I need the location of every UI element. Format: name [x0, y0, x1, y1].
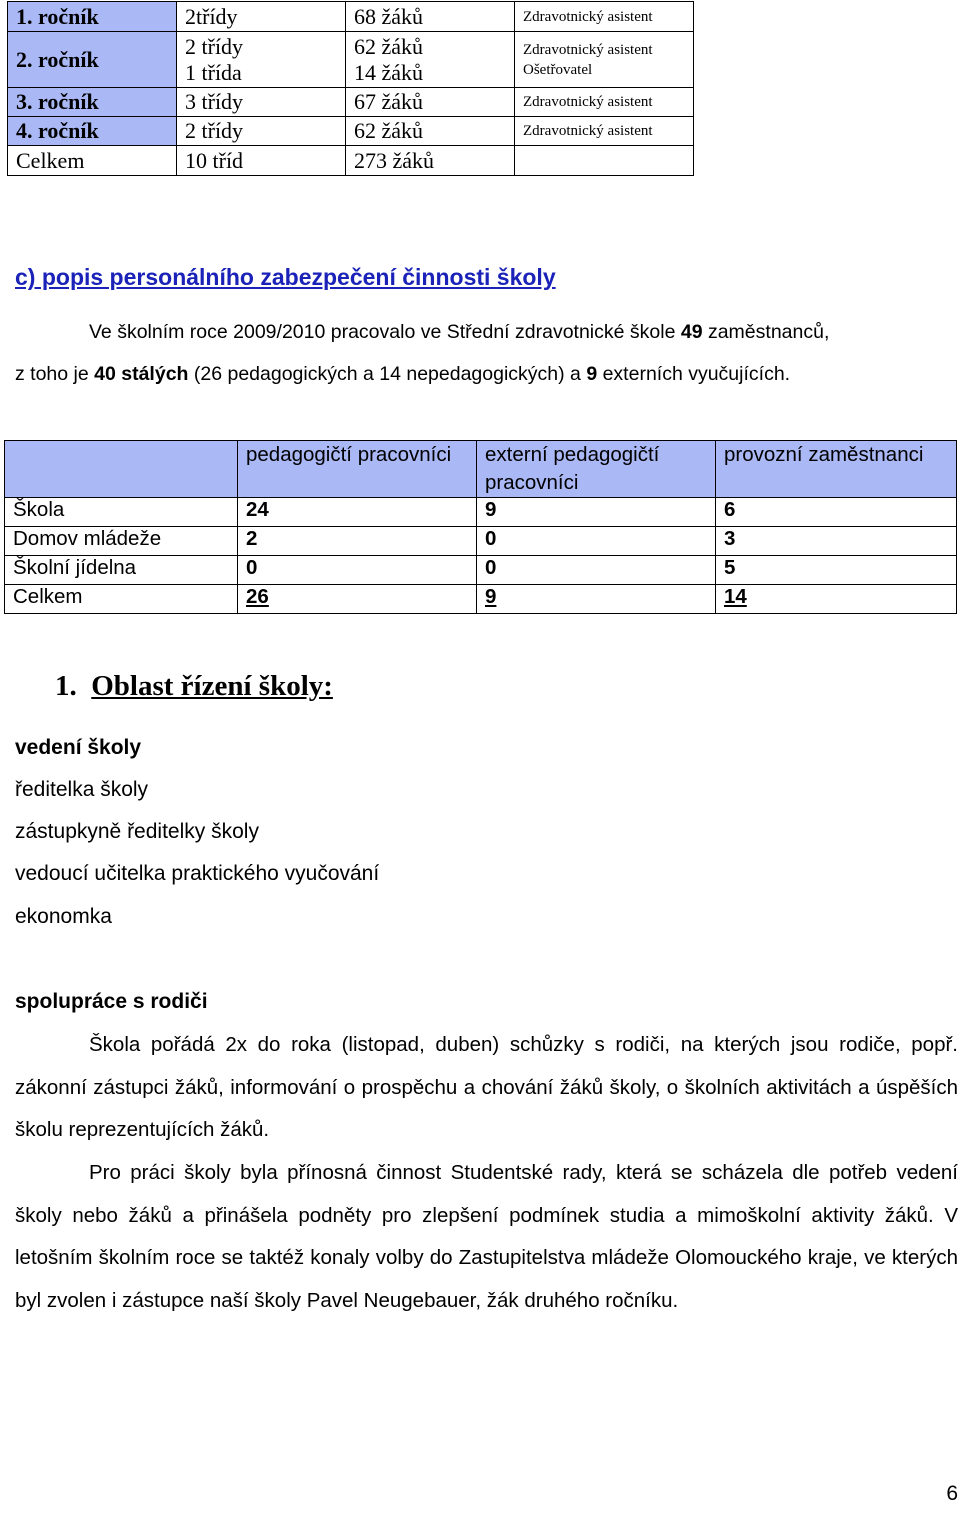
paragraph-text: Pro práci školy byla přínosná činnost Studentské rady, která se scházela dle potřeb vedení školy nebo žáků a přinášela podněty pro zlepšení podmínek studia a mimoškolní aktivity žáků. V letošním školním roce se taktéž konaly volby do Zastupitelstva mládeže Olomouckého kraje, ve kterých byl zvolen i zástupce naší školy Pavel Neugebauer, žák druhého ročníku.: [15, 1161, 958, 1312]
value-cell: 6: [716, 498, 957, 527]
value-cell: 9: [477, 498, 716, 527]
value-cell: 5: [716, 556, 957, 585]
intro-text: (26 pedagogických a 14 nepedagogických) a: [188, 363, 587, 385]
section-number: 1.: [55, 670, 77, 702]
zaci-cell: [346, 32, 515, 88]
value-cell: 0: [238, 556, 477, 585]
header-cell: [5, 441, 238, 498]
row-label: Celkem: [5, 585, 238, 614]
intro-bold: 40 stálých: [94, 363, 189, 385]
vedeni-item: ředitelka školy: [15, 778, 149, 801]
obor-line: Zdravotnický asistent: [523, 41, 653, 58]
obor-line: Ošetřovatel: [523, 61, 593, 78]
zaci-cell: 68 žáků: [346, 2, 515, 32]
vedeni-heading: vedení školy: [15, 736, 142, 759]
rocnik-cell: 3. ročník: [8, 88, 177, 117]
intro-text: z toho je: [15, 363, 95, 385]
zaci-line: 14 žáků: [354, 59, 424, 85]
value-cell: 26: [238, 585, 477, 614]
intro-number: 49: [680, 321, 703, 343]
vedeni-item: ekonomka: [15, 905, 112, 928]
intro-number: 9: [586, 363, 598, 385]
rocnik-cell: 4. ročník: [8, 117, 177, 146]
page-number: 6: [946, 1482, 958, 1505]
value-cell: 0: [477, 556, 716, 585]
header-cell: provozní zaměstnanci: [716, 441, 957, 498]
obor-cell: [515, 146, 694, 176]
intro-text: zaměstnanců,: [702, 321, 830, 343]
tridy-cell: [177, 32, 346, 88]
obor-cell: Zdravotnický asistent: [515, 2, 694, 32]
intro-text: externích vyučujících.: [597, 363, 791, 385]
table-row: [8, 2, 694, 32]
staff-table: [4, 440, 957, 614]
header-cell: externí pedagogičtí pracovníci: [477, 441, 716, 498]
table-header-row: [5, 441, 957, 498]
vedeni-item: vedoucí učitelka praktického vyučování: [15, 862, 380, 885]
value-cell: 2: [238, 527, 477, 556]
value-cell: 14: [716, 585, 957, 614]
spoluprace-paragraph-2: [15, 1152, 958, 1322]
obor-cell: Zdravotnický asistent: [515, 117, 694, 146]
value-cell: 9: [477, 585, 716, 614]
table-row: [8, 88, 694, 117]
section-title: Oblast řízení školy:: [91, 670, 333, 702]
rocnik-cell: 1. ročník: [8, 2, 177, 32]
paragraph-text: Škola pořádá 2x do roka (listopad, duben) schůzky s rodiči, na kterých jsou rodiče, popř. zákonní zástupci žáků, informování o prospěchu a chování žáků školy, o školních aktivitách a úspěších školu reprezentujících žáků.: [15, 1033, 958, 1141]
table-row-total: [5, 585, 957, 614]
intro-line-2: [15, 363, 790, 386]
table-row: [8, 117, 694, 146]
row-label: Domov mládeže: [5, 527, 238, 556]
obor-cell: [515, 32, 694, 88]
intro-text: Ve školním roce 2009/2010 pracovalo ve Střední zdravotnické škole: [89, 321, 681, 343]
table-row: [5, 527, 957, 556]
intro-line-1: [89, 321, 829, 344]
tridy-cell: 10 tříd: [177, 146, 346, 176]
zaci-cell: 273 žáků: [346, 146, 515, 176]
tridy-cell: 2třídy: [177, 2, 346, 32]
table-row: [5, 556, 957, 585]
table-row: [8, 32, 694, 88]
table-row: [8, 146, 694, 176]
classes-table: [7, 1, 694, 176]
rocnik-cell: 2. ročník: [8, 32, 177, 88]
tridy-line: 1 třída: [185, 59, 242, 85]
row-label: Škola: [5, 498, 238, 527]
vedeni-item: zástupkyně ředitelky školy: [15, 820, 259, 843]
rocnik-cell: Celkem: [8, 146, 177, 176]
zaci-cell: 67 žáků: [346, 88, 515, 117]
value-cell: 0: [477, 527, 716, 556]
row-label: Školní jídelna: [5, 556, 238, 585]
tridy-line: 2 třídy: [185, 33, 244, 59]
spoluprace-paragraph-1: [15, 1024, 958, 1152]
value-cell: 3: [716, 527, 957, 556]
header-cell: pedagogičtí pracovníci: [238, 441, 477, 498]
table-row: [5, 498, 957, 527]
tridy-cell: 3 třídy: [177, 88, 346, 117]
zaci-cell: 62 žáků: [346, 117, 515, 146]
section-1-heading: [55, 670, 333, 703]
zaci-line: 62 žáků: [354, 33, 424, 59]
section-c-heading: c) popis personálního zabezpečení činnosti školy: [15, 264, 556, 290]
spoluprace-heading: spolupráce s rodiči: [15, 990, 208, 1013]
obor-cell: Zdravotnický asistent: [515, 88, 694, 117]
value-cell: 24: [238, 498, 477, 527]
tridy-cell: 2 třídy: [177, 117, 346, 146]
